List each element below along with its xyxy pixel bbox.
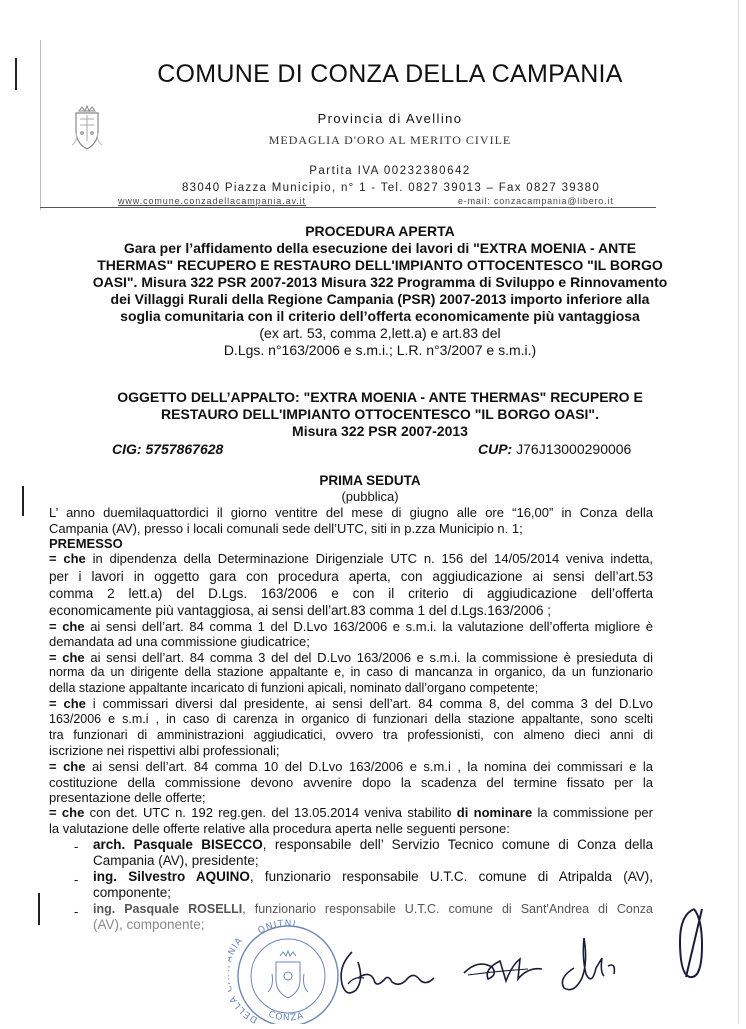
gara-line: soglia comunitaria con il criterio dell’offerta economicamente più vantaggiosa (120, 308, 640, 324)
che-marker: = che (49, 759, 86, 774)
member-name: ing. Pasquale ROSELLI (93, 902, 243, 916)
seduta-subtitle: (pubblica) (341, 489, 399, 504)
oggetto-line: OGGETTO DELL’APPALTO: "EXTRA MOENIA - ANTE THERMAS" RECUPERO E (117, 389, 643, 405)
svg-text:DELLA CAMPANIA (228, 936, 259, 1024)
paragraph-line: costituzione della commissione devono avvenire dopo la scadenza del termine fissato per la (49, 775, 653, 790)
paragraph-line: la valutazione delle offerte relative alla procedura aperta nelle seguenti persone: (49, 821, 510, 836)
gara-line: dei Villaggi Rurali della Regione Campania (PSR) 2007-2013 importo inferiore alla (110, 291, 650, 307)
email-link[interactable]: e-mail: conzacampania@libero.it (458, 196, 614, 206)
seduta-title: PRIMA SEDUTA (319, 473, 421, 488)
signature-1 (330, 940, 440, 1015)
margin-initial (672, 905, 712, 990)
member-name: ing. Silvestro AQUINO (93, 869, 250, 884)
signature-3 (548, 928, 628, 1003)
member-role: , responsabile dell’ Servizio Tecnico comune di Conza della (262, 837, 653, 852)
premesso-heading: PREMESSO (49, 536, 123, 551)
paragraph-line: iscrizione nei rispettivi albi professionali; (49, 743, 280, 758)
legal-reference-line: D.Lgs. n°163/2006 e s.m.i.; L.R. n°3/2007 e s.m.i.) (223, 342, 537, 358)
header-left-rule (40, 40, 41, 210)
paragraph-line: tra funzionari di amministrazioni aggiudicatici, ovvero tra professionisti, con almeno dieci anni di (49, 728, 653, 742)
member-line (93, 869, 653, 885)
official-stamp (228, 918, 340, 1029)
paragraph-line: presentazione delle offerte; (49, 790, 206, 805)
gara-line: Gara per l’affidamento della esecuzione dei lavori di "EXTRA MOENIA - ANTE (123, 240, 637, 256)
website-link[interactable]: www.comune.conzadellacampania.av.it (118, 196, 306, 206)
paragraph-text: con det. UTC n. 192 reg.gen. del 13.05.2014 veniva stabilito (84, 805, 457, 820)
paragraph-text: i commissari diversi dal presidente, ai sensi dell’art. 84 comma 8, del comma 3 del D.Lvo (85, 696, 654, 711)
oggetto-line: RESTAURO DELL'IMPIANTO OTTOCENTESCO "IL BORGO OASI". (161, 406, 599, 422)
stamp-emblem-icon (268, 951, 308, 998)
provincia-subtitle: Provincia di Avellino (317, 111, 463, 126)
coat-of-arms-icon (70, 105, 104, 156)
paragraph-line: della stazione appaltante incaricato di funzioni apicali, nominato dall’organo competente; (49, 681, 539, 695)
cup-code (478, 441, 631, 457)
paragraph-text: la commissione per (532, 805, 653, 820)
member-line (93, 901, 653, 917)
list-dash: - (74, 904, 79, 919)
page-edge-line (738, 0, 739, 1024)
header-bottom-rule (40, 207, 656, 208)
svg-text:ONITNI (257, 919, 297, 936)
margin-mark (15, 58, 17, 90)
signature-2 (458, 945, 548, 1000)
che-marker: = che (49, 696, 86, 711)
member-name: arch. Pasquale BISECCO (93, 837, 263, 852)
member-line: componente; (93, 885, 172, 900)
member-line (93, 837, 653, 853)
paragraph-line (49, 805, 653, 820)
medaglia-subtitle: MEDAGLIA D'ORO AL MERITO CIVILE (268, 133, 512, 147)
gara-line: THERMAS" RECUPERO E RESTAURO DELL'IMPIANTO OTTOCENTESCO "IL BORGO (97, 257, 663, 273)
member-role: , funzionario responsabile U.T.C. comune di Atripalda (AV), (249, 869, 653, 884)
paragraph-text: ai sensi dell’art. 84 comma 3 del del D.Lvo 163/2006 e s.m.i. la commissione è presieduta di (84, 650, 653, 665)
paragraph-line: economicamente più vantaggiosa, ai sensi dell’art.83 comma 1 del d.Lgs.163/2006 ; (49, 603, 552, 618)
che-marker: = che (49, 805, 85, 820)
paragraph-text: ai sensi dell’art. 84 comma 10 del D.Lvo 163/2006 e s.m.i , la nomina dei commissari e la (85, 759, 653, 774)
paragraph-line (49, 759, 653, 774)
paragraph-line: per i lavori in oggetto gara con procedura aperta, con aggiudicazione ai sensi dell’art.53 (49, 569, 653, 584)
svg-text:CONZA (267, 1010, 306, 1024)
paragraph-line (49, 619, 653, 634)
paragraph-text: ai sensi dell’art. 84 comma 1 del D.Lvo 163/2006 e s.m.i. la valutazione dell’offerta migliore è (84, 619, 653, 634)
stamp-ring-text: DELLA IA (228, 935, 260, 1024)
margin-mark (38, 893, 40, 925)
member-line: Campania (AV), presidente; (93, 853, 259, 868)
che-marker: = che (49, 619, 85, 634)
stamp-bottom-text: CONZA (266, 1009, 306, 1024)
paragraph-line (49, 696, 653, 711)
list-dash: - (74, 839, 79, 854)
che-marker: = che (49, 650, 85, 665)
cup-value: J76J13000290006 (516, 441, 632, 457)
intro-line: Campania (AV), presso i locali comunali sede dell’UTC, siti in p.zza Municipio n. 1; (49, 521, 523, 536)
gara-line: OASI". Misura 322 PSR 2007-2013 Misura 322 Programma di Sviluppo e Rinnovamento (92, 274, 668, 290)
paragraph-line: demandata ad una commissione giudicatrice; (49, 634, 310, 649)
member-role: , funzionario responsabile U.T.C. comune di Sant'Andrea di Conza (242, 902, 653, 916)
che-marker: = che (49, 551, 86, 566)
member-line: (AV), componente; (93, 917, 205, 932)
paragraph-line: 163/2006 e s.m.i , in caso di carenza in organico di funzionari della stazione appaltante, sono scelti (49, 712, 653, 726)
margin-mark (22, 486, 24, 516)
list-dash: - (74, 872, 79, 887)
cup-label: CUP: (478, 441, 513, 457)
paragraph-line (49, 551, 653, 566)
paragraph-text: in dipendenza della Determinazione Dirigenziale UTC n. 156 del 14/05/2014 veniva indetta, (85, 551, 653, 566)
procedure-heading: PROCEDURA APERTA (305, 223, 455, 239)
partita-iva: Partita IVA 00232380642 (309, 165, 471, 177)
paragraph-line: comma 2 lett.a) del D.Lgs. 163/2006 e con il criterio di aggiudicazione dell’offerta (49, 586, 653, 601)
intro-line: L’ anno duemilaquattordici il giorno ventitre del mese di giugno alle ore “16,00” in Conza della (49, 505, 653, 520)
stamp-top-text: ONITNI (256, 919, 297, 937)
oggetto-line: Misura 322 PSR 2007-2013 (292, 423, 468, 439)
cig-code: CIG: 5757867628 (112, 441, 224, 457)
address-line: 83040 Piazza Municipio, n° 1 - Tel. 0827 39013 – Fax 0827 39380 (181, 182, 601, 194)
paragraph-line: norma da un dirigente della stazione appaltante e, in caso di mancanza in organico, da un funzionario (49, 665, 653, 679)
municipality-title: COMUNE DI CONZA DELLA CAMPANIA (157, 60, 623, 88)
legal-reference-line: (ex art. 53, comma 2,lett.a) e art.83 del (259, 325, 501, 341)
paragraph-line (49, 650, 653, 665)
paragraph-emphasis: di nominare (456, 805, 533, 820)
